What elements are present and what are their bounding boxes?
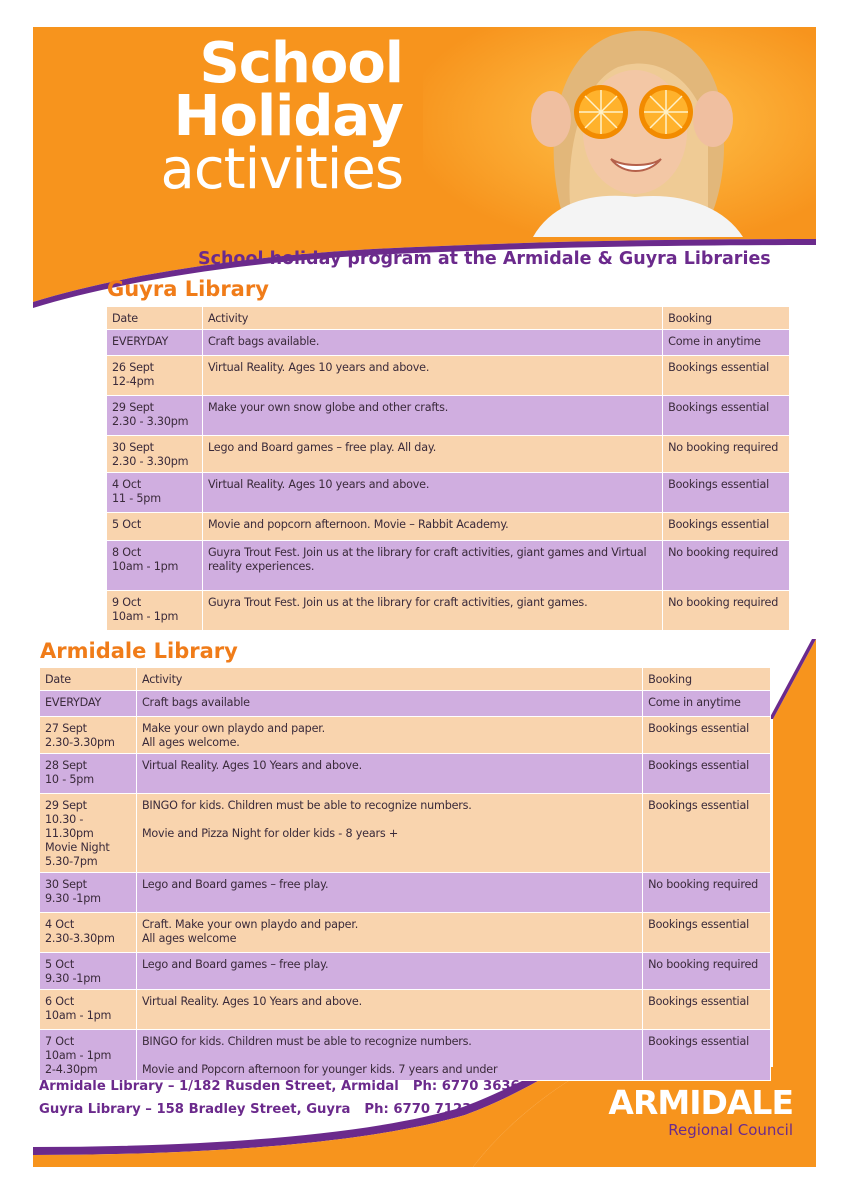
row-booking: Bookings essential — [663, 473, 790, 513]
header-activity: Activity — [202, 307, 662, 330]
row-date: 5 Oct — [107, 513, 203, 541]
logo-subtitle: Regional Council — [668, 1121, 793, 1139]
row-activity: Virtual Reality. Ages 10 years and above. — [202, 473, 662, 513]
row-activity: Lego and Board games – free play. — [136, 873, 642, 913]
table-row — [40, 691, 771, 717]
table-row — [40, 754, 771, 794]
table-row — [107, 541, 790, 591]
armidale-library-heading: Armidale Library — [40, 639, 238, 663]
row-booking: Come in anytime — [663, 330, 790, 356]
row-date: 26 Sept 12-4pm — [107, 356, 203, 396]
row-activity: Movie and popcorn afternoon. Movie – Rabbit Academy. — [202, 513, 662, 541]
guyra-address: Guyra Library – 158 Bradley Street, Guyra — [39, 1102, 351, 1117]
footer-guyra-contact — [39, 1102, 471, 1117]
table-row — [40, 873, 771, 913]
program-title: School holiday program at the Armidale & Guyra Libraries — [198, 249, 771, 269]
table-header-row — [40, 668, 771, 691]
row-activity: Virtual Reality. Ages 10 Years and above. — [136, 754, 642, 794]
row-date: EVERYDAY — [40, 691, 137, 717]
row-activity: Craft bags available — [136, 691, 642, 717]
table-row — [107, 473, 790, 513]
row-booking: Bookings essential — [663, 396, 790, 436]
row-booking: No booking required — [663, 436, 790, 473]
row-activity: Virtual Reality. Ages 10 Years and above. — [136, 990, 642, 1030]
row-date: 4 Oct 2.30-3.30pm — [40, 913, 137, 953]
row-activity: Craft bags available. — [202, 330, 662, 356]
row-activity: Virtual Reality. Ages 10 years and above. — [202, 356, 662, 396]
row-booking: Bookings essential — [663, 356, 790, 396]
guyra-library-heading: Guyra Library — [107, 277, 269, 301]
row-booking: Bookings essential — [643, 794, 771, 873]
row-activity: BINGO for kids. Children must be able to recognize numbers. Movie and Pizza Night for older kids - 8 years + — [136, 794, 642, 873]
armidale-address: Armidale Library – 1/182 Rusden Street, Armidal — [39, 1079, 399, 1094]
row-date: 5 Oct 9.30 -1pm — [40, 953, 137, 990]
row-date: 29 Sept 2.30 - 3.30pm — [107, 396, 203, 436]
hero-title-line1: School — [199, 31, 403, 96]
row-activity: Craft. Make your own playdo and paper. All ages welcome — [136, 913, 642, 953]
row-booking: No booking required — [663, 591, 790, 631]
guyra-schedule-table — [106, 306, 790, 631]
row-date: EVERYDAY — [107, 330, 203, 356]
row-date: 9 Oct 10am - 1pm — [107, 591, 203, 631]
table-row — [40, 990, 771, 1030]
table-row — [107, 591, 790, 631]
row-date: 28 Sept 10 - 5pm — [40, 754, 137, 794]
table-row — [107, 396, 790, 436]
armidale-schedule-table — [39, 667, 771, 1081]
table-row — [40, 1030, 771, 1081]
armidale-phone: Ph: 6770 3636 — [412, 1079, 520, 1094]
row-activity: Lego and Board games – free play. — [136, 953, 642, 990]
footer-armidale-contact — [39, 1079, 520, 1094]
row-booking: No booking required — [643, 953, 771, 990]
table-row — [40, 794, 771, 873]
row-booking: Bookings essential — [643, 990, 771, 1030]
row-booking: Bookings essential — [643, 1030, 771, 1081]
row-activity: Make your own snow globe and other crafts. — [202, 396, 662, 436]
row-date: 30 Sept 9.30 -1pm — [40, 873, 137, 913]
header-date: Date — [40, 668, 137, 691]
row-date: 6 Oct 10am - 1pm — [40, 990, 137, 1030]
row-booking: Come in anytime — [643, 691, 771, 717]
hero-title-line3: activities — [160, 137, 403, 203]
logo-name: ARMIDALE — [608, 1083, 793, 1122]
table-header-row — [107, 307, 790, 330]
flyer — [33, 27, 816, 1167]
row-activity: BINGO for kids. Children must be able to recognize numbers. Movie and Popcorn afternoon for younger kids. 7 years and under — [136, 1030, 642, 1081]
row-booking: No booking required — [643, 873, 771, 913]
hero-title — [93, 31, 403, 203]
row-booking: Bookings essential — [643, 717, 771, 754]
photo-girl-with-oranges — [423, 27, 816, 237]
row-activity: Lego and Board games – free play. All day. — [202, 436, 662, 473]
guyra-phone: Ph: 6770 7123 — [364, 1102, 472, 1117]
row-date: 27 Sept 2.30-3.30pm — [40, 717, 137, 754]
row-activity: Make your own playdo and paper. All ages welcome. — [136, 717, 642, 754]
row-activity: Guyra Trout Fest. Join us at the library for craft activities, giant games. — [202, 591, 662, 631]
table-row — [107, 330, 790, 356]
table-row — [40, 717, 771, 754]
row-date: 29 Sept 10.30 - 11.30pm Movie Night 5.30-7pm — [40, 794, 137, 873]
table-row — [107, 513, 790, 541]
row-booking: Bookings essential — [663, 513, 790, 541]
row-date: 8 Oct 10am - 1pm — [107, 541, 203, 591]
table-row — [107, 436, 790, 473]
hero-title-line2: Holiday — [173, 84, 403, 150]
header-date: Date — [107, 307, 203, 330]
row-date: 30 Sept 2.30 - 3.30pm — [107, 436, 203, 473]
table-row — [107, 356, 790, 396]
row-date: 4 Oct 11 - 5pm — [107, 473, 203, 513]
row-booking: Bookings essential — [643, 754, 771, 794]
table-row — [40, 953, 771, 990]
row-activity: Guyra Trout Fest. Join us at the library for craft activities, giant games and Virtual reality experiences. — [202, 541, 662, 591]
header-booking: Booking — [643, 668, 771, 691]
table-row — [40, 913, 771, 953]
header-activity: Activity — [136, 668, 642, 691]
row-booking: Bookings essential — [643, 913, 771, 953]
row-date: 7 Oct 10am - 1pm 2-4.30pm — [40, 1030, 137, 1081]
armidale-logo — [573, 1085, 793, 1139]
header-booking: Booking — [663, 307, 790, 330]
row-booking: No booking required — [663, 541, 790, 591]
